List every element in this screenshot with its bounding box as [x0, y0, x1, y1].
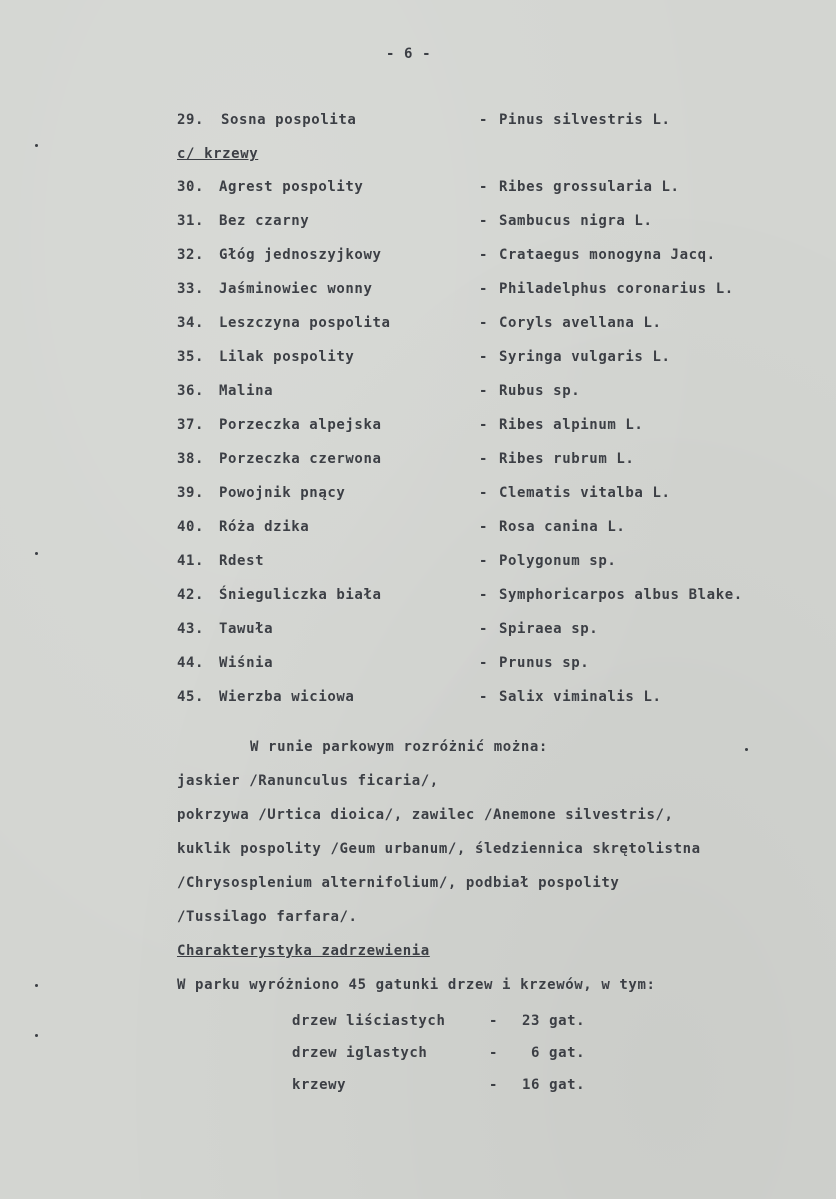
species-latin-name: Polygonum sp.	[499, 553, 617, 569]
species-polish-name: Porzeczka alpejska	[219, 417, 382, 433]
summary-dash: -	[489, 1045, 499, 1061]
section-heading-shrubs: c/ krzewy	[177, 146, 259, 162]
species-polish-name: Sosna pospolita	[221, 112, 357, 128]
species-number: 39.	[177, 485, 205, 501]
margin-mark	[35, 984, 38, 987]
species-dash: -	[479, 383, 489, 399]
species-number: 43.	[177, 621, 205, 637]
species-dash: -	[479, 553, 489, 569]
species-dash: -	[479, 655, 489, 671]
species-polish-name: Głóg jednoszyjkowy	[219, 247, 382, 263]
species-latin-name: Ribes rubrum L.	[499, 451, 635, 467]
species-polish-name: Jaśminowiec wonny	[219, 281, 373, 297]
summary-dash: -	[489, 1077, 499, 1093]
margin-mark	[35, 144, 38, 147]
species-number: 36.	[177, 383, 205, 399]
species-number: 35.	[177, 349, 205, 365]
paragraph-line: pokrzywa /Urtica dioica/, zawilec /Anemone silvestris/,	[177, 807, 674, 823]
species-latin-name: Spiraea sp.	[499, 621, 599, 637]
species-polish-name: Wiśnia	[219, 655, 274, 671]
species-dash: -	[479, 112, 489, 128]
species-number: 30.	[177, 179, 205, 195]
margin-mark	[745, 748, 748, 751]
summary-value: 16 gat.	[522, 1077, 586, 1093]
species-polish-name: Tawuła	[219, 621, 274, 637]
page-number: - 6 -	[386, 46, 432, 62]
species-number: 44.	[177, 655, 205, 671]
species-number: 29.	[177, 112, 205, 128]
species-polish-name: Porzeczka czerwona	[219, 451, 382, 467]
species-dash: -	[479, 179, 489, 195]
summary-intro: W parku wyróżniono 45 gatunki drzew i krzewów, w tym:	[177, 977, 656, 993]
species-latin-name: Philadelphus coronarius L.	[499, 281, 734, 297]
species-polish-name: Lilak pospolity	[219, 349, 355, 365]
species-latin-name: Ribes grossularia L.	[499, 179, 680, 195]
species-latin-name: Coryls avellana L.	[499, 315, 662, 331]
species-latin-name: Ribes alpinum L.	[499, 417, 644, 433]
margin-mark	[35, 552, 38, 555]
species-latin-name: Rosa canina L.	[499, 519, 626, 535]
species-polish-name: Wierzba wiciowa	[219, 689, 355, 705]
species-latin-name: Clematis vitalba L.	[499, 485, 671, 501]
species-latin-name: Syringa vulgaris L.	[499, 349, 671, 365]
species-polish-name: Powojnik pnący	[219, 485, 346, 501]
species-dash: -	[479, 247, 489, 263]
species-polish-name: Malina	[219, 383, 274, 399]
species-dash: -	[479, 451, 489, 467]
species-number: 37.	[177, 417, 205, 433]
species-dash: -	[479, 519, 489, 535]
species-number: 38.	[177, 451, 205, 467]
species-latin-name: Pinus silvestris L.	[499, 112, 671, 128]
species-dash: -	[479, 587, 489, 603]
species-dash: -	[479, 485, 489, 501]
species-number: 42.	[177, 587, 205, 603]
summary-label: krzewy	[292, 1077, 347, 1093]
species-polish-name: Rdest	[219, 553, 265, 569]
species-dash: -	[479, 349, 489, 365]
species-dash: -	[479, 689, 489, 705]
paragraph-line: /Chrysosplenium alternifolium/, podbiał pospolity	[177, 875, 620, 891]
summary-value: 23 gat.	[522, 1013, 586, 1029]
species-dash: -	[479, 281, 489, 297]
species-latin-name: Crataegus monogyna Jacq.	[499, 247, 716, 263]
section-heading-characteristics: Charakterystyka zadrzewienia	[177, 943, 430, 959]
summary-dash: -	[489, 1013, 499, 1029]
species-dash: -	[479, 315, 489, 331]
species-dash: -	[479, 213, 489, 229]
species-latin-name: Symphoricarpos albus Blake.	[499, 587, 743, 603]
species-polish-name: Leszczyna pospolita	[219, 315, 391, 331]
species-dash: -	[479, 621, 489, 637]
species-number: 31.	[177, 213, 205, 229]
summary-label: drzew iglastych	[292, 1045, 428, 1061]
species-polish-name: Śnieguliczka biała	[219, 587, 382, 603]
species-number: 33.	[177, 281, 205, 297]
species-number: 45.	[177, 689, 205, 705]
species-latin-name: Rubus sp.	[499, 383, 581, 399]
species-number: 32.	[177, 247, 205, 263]
species-latin-name: Salix viminalis L.	[499, 689, 662, 705]
species-latin-name: Sambucus nigra L.	[499, 213, 653, 229]
species-polish-name: Agrest pospolity	[219, 179, 364, 195]
species-latin-name: Prunus sp.	[499, 655, 590, 671]
species-dash: -	[479, 417, 489, 433]
summary-label: drzew liściastych	[292, 1013, 446, 1029]
species-number: 40.	[177, 519, 205, 535]
species-number: 34.	[177, 315, 205, 331]
paragraph-line: W runie parkowym rozróżnić można:	[250, 739, 548, 755]
species-polish-name: Bez czarny	[219, 213, 310, 229]
paragraph-line: kuklik pospolity /Geum urbanum/, śledziennica skrętolistna	[177, 841, 701, 857]
species-polish-name: Róża dzika	[219, 519, 310, 535]
paragraph-line: /Tussilago farfara/.	[177, 909, 358, 925]
paragraph-line: jaskier /Ranunculus ficaria/,	[177, 773, 439, 789]
summary-value: 6 gat.	[531, 1045, 586, 1061]
species-number: 41.	[177, 553, 205, 569]
margin-mark	[35, 1034, 38, 1037]
